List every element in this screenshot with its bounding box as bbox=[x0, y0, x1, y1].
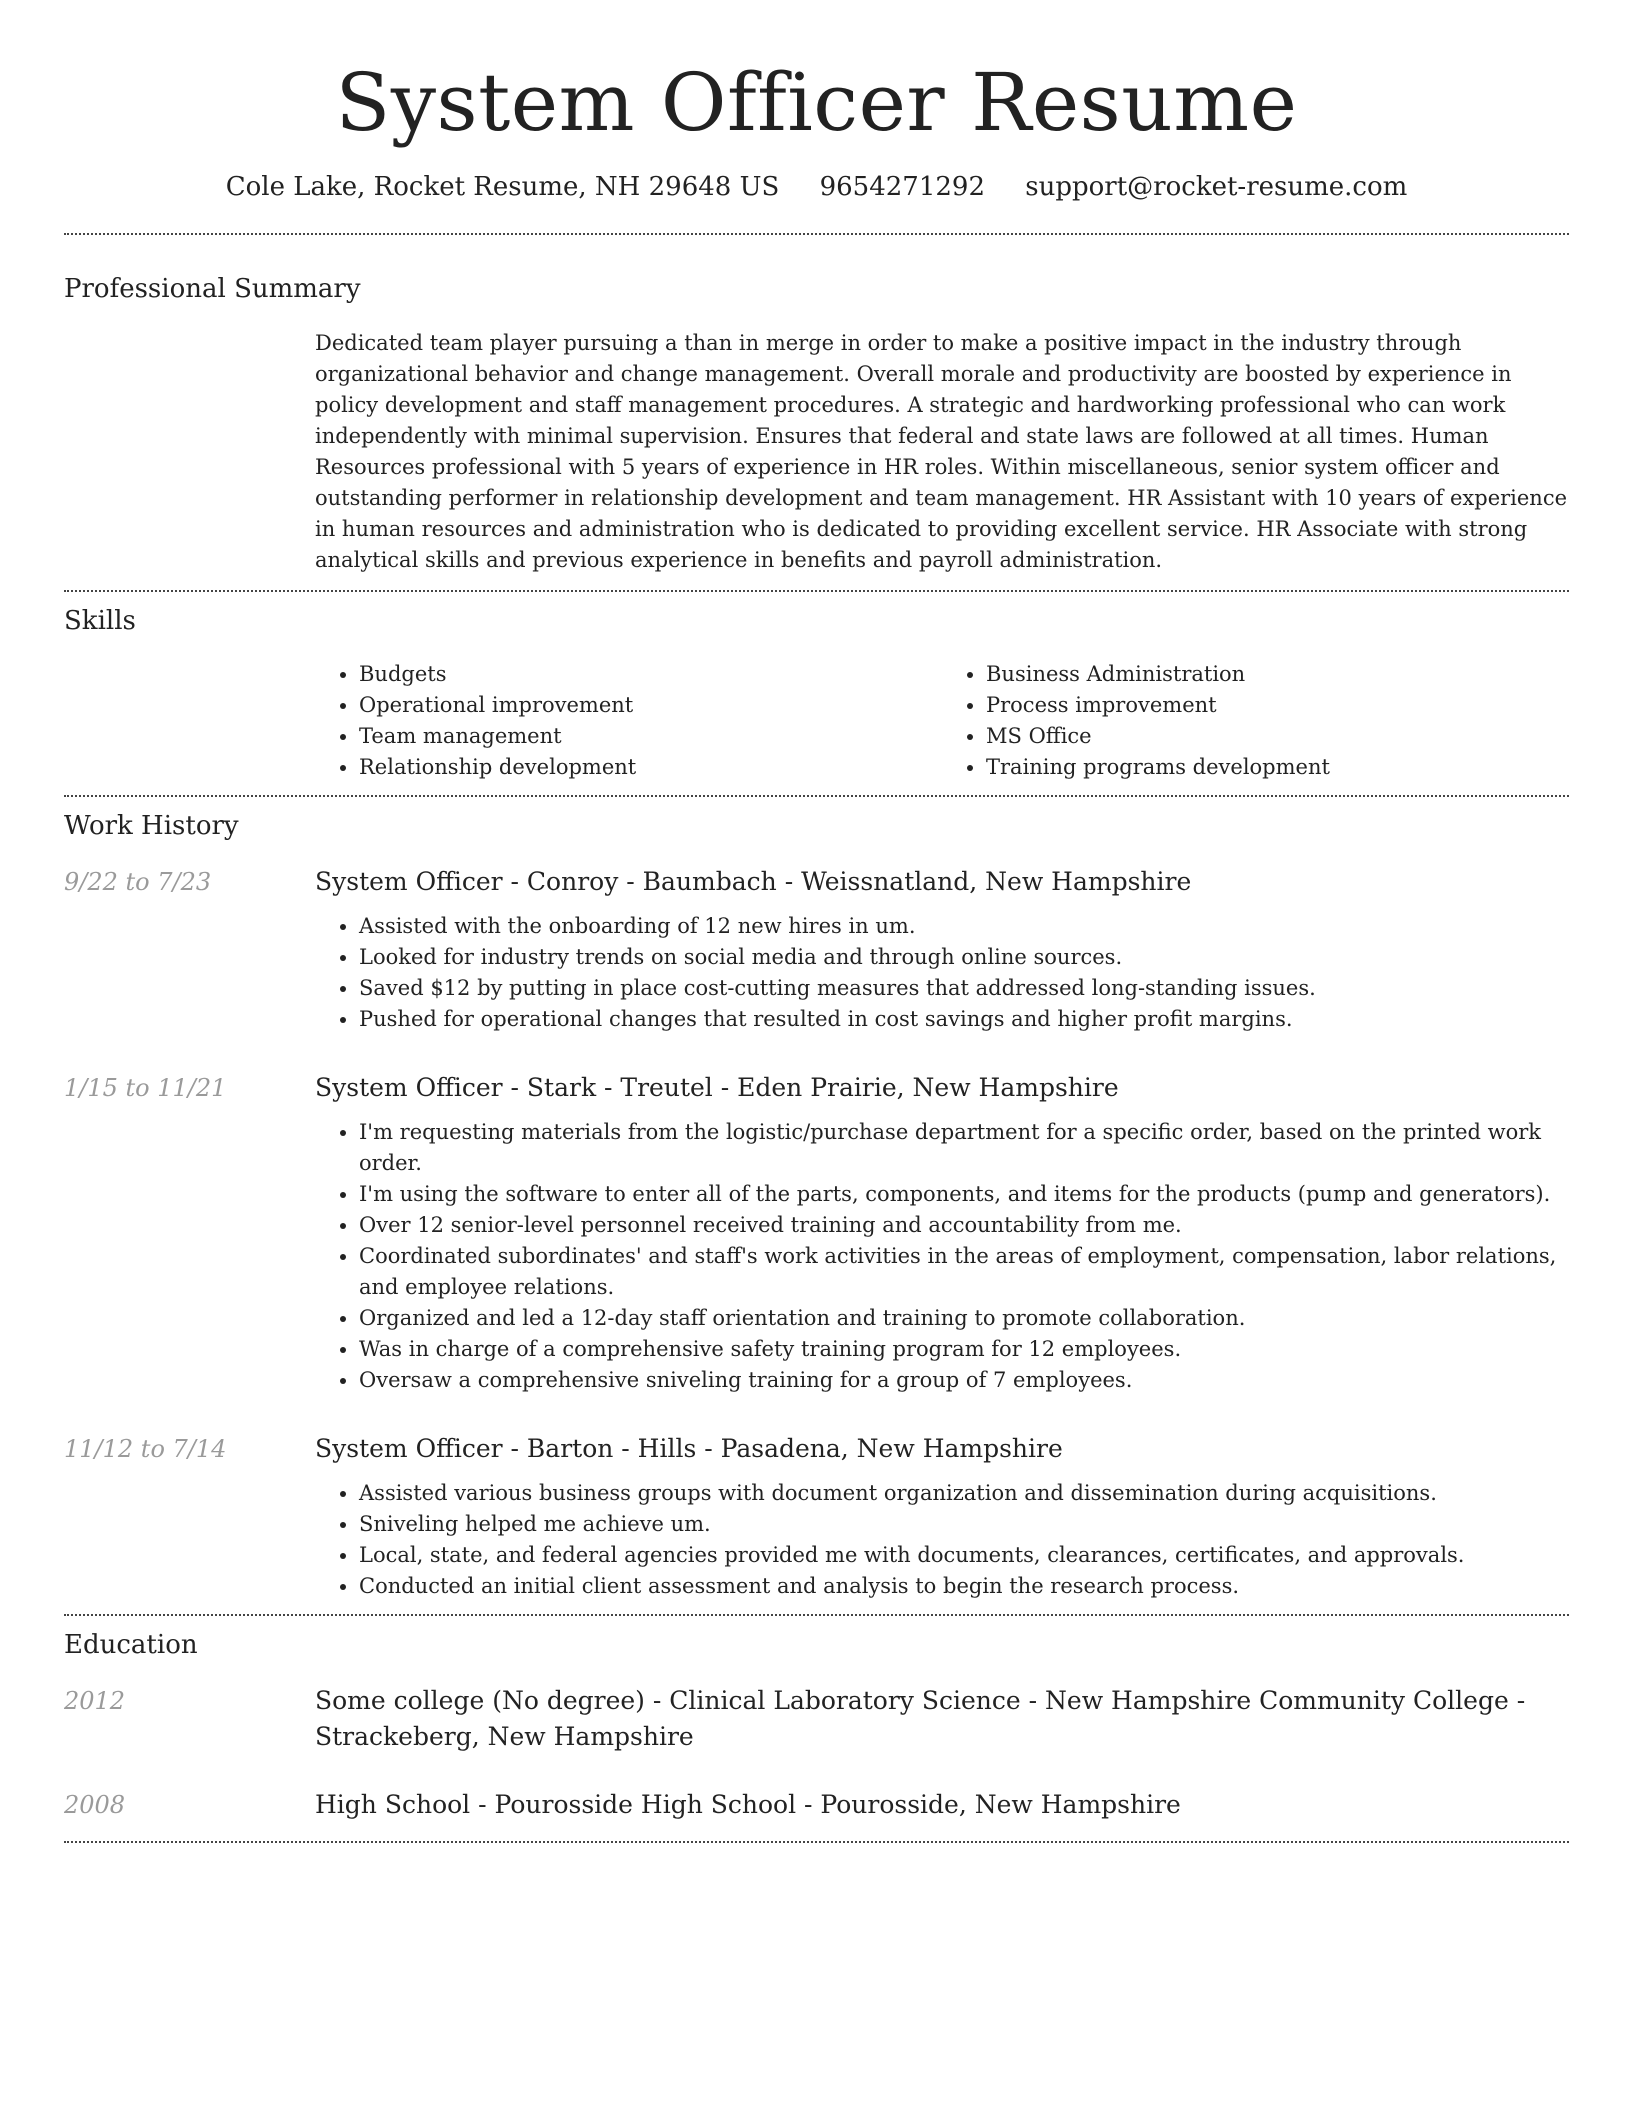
job-bullet: • Over 12 senior-level personnel received training and accountability from me. bbox=[359, 1210, 1569, 1241]
job-bullet: • Sniveling helped me achieve um. bbox=[359, 1509, 1569, 1540]
education-heading: Education bbox=[64, 1630, 198, 1660]
skill-item: • Training programs development bbox=[986, 752, 1569, 783]
job-bullet: • Pushed for operational changes that resulted in cost savings and higher profit margins. bbox=[359, 1004, 1569, 1035]
job-title: System Officer - Stark - Treutel - Eden Prairie, New Hampshire bbox=[315, 1073, 1119, 1102]
education-year: 2008 bbox=[64, 1791, 126, 1819]
education-school: - New Hampshire Community College - Strackeberg, New Hampshire bbox=[315, 1686, 1526, 1751]
job-entry bbox=[64, 1070, 1569, 1396]
contact-address: Cole Lake, Rocket Resume, NH 29648 US bbox=[225, 172, 780, 202]
education-year: 2012 bbox=[64, 1687, 126, 1715]
job-bullet: • Saved $12 by putting in place cost-cutting measures that addressed long-standing issues. bbox=[359, 973, 1569, 1004]
education-detail bbox=[315, 1787, 1569, 1823]
job-bullet: • Conducted an initial client assessment and analysis to begin the research process. bbox=[359, 1571, 1569, 1602]
education-section bbox=[64, 1616, 1569, 1823]
contact-phone: 9654271292 bbox=[819, 172, 985, 202]
job-bullets bbox=[315, 1478, 1569, 1602]
job-dates: 9/22 to 7/23 bbox=[64, 868, 212, 896]
summary-text: Dedicated team player pursuing a than in merge in order to make a positive impact in the industry through organizational behavior and change management. Overall morale and productivity are boosted by experience in policy development and staff management procedures. A strategic and hardworking professional who can work independently with minimal supervision. Ensures that federal and state laws are followed at all times. Human Resources professional with 5 years of experience in HR roles. Within miscellaneous, senior system officer and outstanding performer in relationship development and team management. HR Assistant with 10 years of experience in human resources and administration who is dedicated to providing excellent service. HR Associate with strong analytical skills and previous experience in benefits and payroll administration. bbox=[315, 331, 1568, 572]
education-school: - Pourosside High School - Pourosside, New Hampshire bbox=[470, 1790, 1181, 1819]
work-section bbox=[64, 797, 1569, 1614]
job-bullet: • I'm using the software to enter all of the parts, components, and items for the products (pump and generators). bbox=[359, 1179, 1569, 1210]
job-bullet: • Coordinated subordinates' and staff's work activities in the areas of employment, compensation, labor relations, and employee relations. bbox=[359, 1241, 1569, 1303]
resume-page bbox=[64, 0, 1569, 1843]
job-dates: 1/15 to 11/21 bbox=[64, 1074, 227, 1102]
skill-item: • Team management bbox=[359, 721, 942, 752]
job-bullet: • Assisted with the onboarding of 12 new hires in um. bbox=[359, 911, 1569, 942]
job-bullet: • Oversaw a comprehensive sniveling training for a group of 7 employees. bbox=[359, 1365, 1569, 1396]
job-entry bbox=[64, 1431, 1569, 1614]
job-bullets bbox=[315, 911, 1569, 1035]
job-dates: 11/12 to 7/14 bbox=[64, 1435, 227, 1463]
skills-heading: Skills bbox=[64, 606, 136, 636]
skills-list-right bbox=[942, 659, 1569, 783]
skill-item: • Business Administration bbox=[986, 659, 1569, 690]
skill-item: • Operational improvement bbox=[359, 690, 942, 721]
resume-title: System Officer Resume bbox=[335, 56, 1298, 149]
skills-section bbox=[64, 592, 1569, 783]
skill-item: • MS Office bbox=[986, 721, 1569, 752]
skill-item: • Budgets bbox=[359, 659, 942, 690]
job-bullet: • Local, state, and federal agencies provided me with documents, clearances, certificates, and approvals. bbox=[359, 1540, 1569, 1571]
job-entry bbox=[64, 864, 1569, 1035]
job-bullets bbox=[315, 1117, 1569, 1396]
education-degree: High School bbox=[315, 1790, 471, 1819]
skill-item: • Process improvement bbox=[986, 690, 1569, 721]
job-bullet: • Looked for industry trends on social media and through online sources. bbox=[359, 942, 1569, 973]
job-bullet: • Assisted various business groups with document organization and dissemination during acquisitions. bbox=[359, 1478, 1569, 1509]
section-divider bbox=[64, 1841, 1569, 1843]
skills-list-left bbox=[315, 659, 942, 783]
education-degree: Some college (No degree) - Clinical Laboratory Science bbox=[315, 1686, 1021, 1715]
summary-heading: Professional Summary bbox=[64, 274, 361, 304]
education-entry bbox=[64, 1787, 1569, 1823]
education-entry bbox=[64, 1683, 1569, 1755]
work-heading: Work History bbox=[64, 811, 239, 841]
education-detail bbox=[315, 1683, 1569, 1755]
job-bullet: • Was in charge of a comprehensive safety training program for 12 employees. bbox=[359, 1334, 1569, 1365]
job-title: System Officer - Conroy - Baumbach - Weissnatland, New Hampshire bbox=[315, 867, 1192, 896]
job-bullet: • I'm requesting materials from the logistic/purchase department for a specific order, based on the printed work order. bbox=[359, 1117, 1569, 1179]
contact-line bbox=[64, 169, 1569, 205]
job-bullet: • Organized and led a 12-day staff orientation and training to promote collaboration. bbox=[359, 1303, 1569, 1334]
skill-item: • Relationship development bbox=[359, 752, 942, 783]
contact-email: support@rocket-resume.com bbox=[1025, 172, 1408, 202]
job-title: System Officer - Barton - Hills - Pasadena, New Hampshire bbox=[315, 1434, 1063, 1463]
summary-section bbox=[64, 235, 1569, 576]
